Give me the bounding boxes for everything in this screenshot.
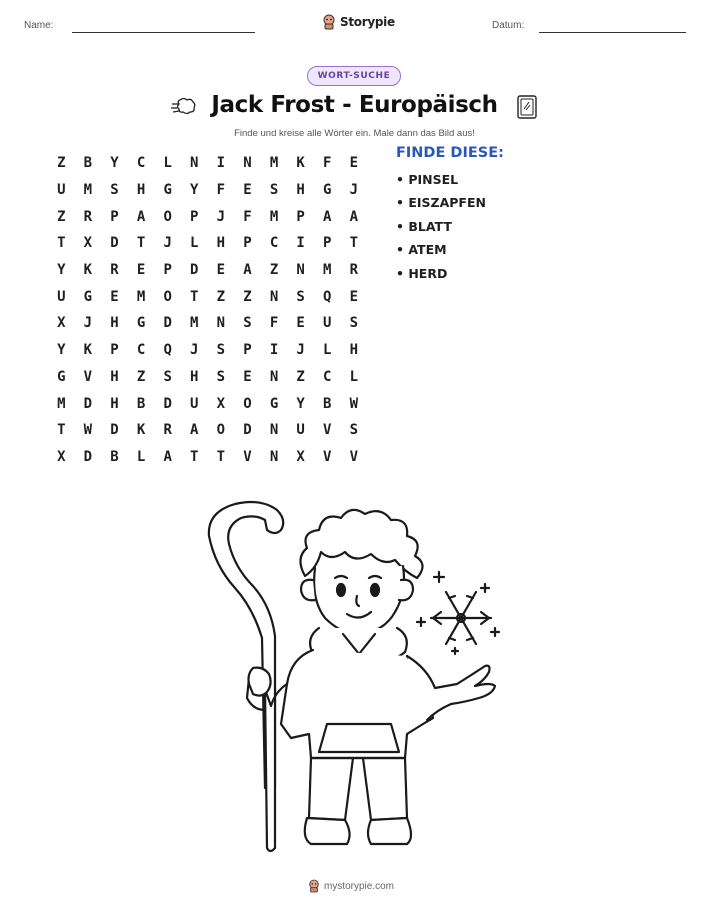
grid-letter[interactable]: Y [296, 395, 305, 412]
grid-letter[interactable]: R [349, 262, 359, 279]
grid-letter[interactable]: K [83, 262, 93, 279]
grid-row [48, 310, 367, 337]
grid-letter[interactable]: Q [323, 288, 332, 305]
grid-letter[interactable]: Z [57, 208, 66, 225]
grid-letter[interactable]: N [243, 155, 252, 172]
grid-letter[interactable]: U [57, 182, 66, 199]
grid-letter[interactable]: P [163, 262, 172, 279]
grid-letter[interactable]: K [136, 422, 146, 439]
grid-letter[interactable]: E [243, 182, 252, 199]
grid-row [48, 150, 367, 177]
grid-letter[interactable]: Y [57, 262, 66, 279]
grid-letter[interactable]: N [190, 155, 199, 172]
wordsearch-badge: WORT-SUCHE [307, 66, 401, 86]
grid-letter[interactable]: P [110, 208, 119, 225]
grid-letter[interactable]: O [163, 288, 172, 305]
grid-row [48, 230, 367, 257]
grid-letter[interactable]: H [136, 182, 146, 199]
grid-row [48, 283, 367, 310]
grid-letter[interactable]: E [216, 262, 226, 279]
mascot-logo-icon [322, 14, 336, 30]
grid-letter[interactable]: Z [57, 155, 66, 172]
grid-letter[interactable]: H [216, 235, 226, 252]
grid-letter[interactable]: T [57, 422, 66, 439]
grid-letter[interactable]: T [216, 448, 226, 465]
grid-letter[interactable]: N [269, 288, 279, 305]
grid-letter[interactable]: J [83, 315, 93, 332]
word-item: • HERD [396, 265, 448, 281]
grid-letter[interactable]: Z [296, 368, 305, 385]
grid-letter[interactable]: E [349, 288, 359, 305]
grid-letter[interactable]: M [190, 315, 199, 332]
grid-letter[interactable]: F [216, 182, 226, 199]
grid-letter[interactable]: H [190, 368, 199, 385]
grid-letter[interactable]: F [269, 315, 279, 332]
grid-letter[interactable]: E [110, 288, 119, 305]
grid-row [48, 444, 367, 471]
word-list-title: FINDE DIESE: [396, 145, 504, 161]
grid-letter[interactable]: D [163, 315, 172, 332]
footer-url: mystorypie.com [324, 880, 395, 892]
grid-letter[interactable]: G [323, 182, 332, 199]
word-item: • BLATT [396, 218, 452, 234]
grid-letter[interactable]: P [243, 342, 252, 359]
grid-letter[interactable]: N [269, 422, 279, 439]
grid-letter[interactable]: O [163, 208, 172, 225]
word-item: • EISZAPFEN [396, 195, 486, 211]
grid-letter[interactable]: I [296, 235, 305, 252]
word-item: • PINSEL [396, 172, 459, 187]
grid-letter[interactable]: Q [163, 342, 172, 359]
grid-letter[interactable]: H [349, 342, 359, 359]
grid-letter[interactable]: X [216, 395, 226, 412]
grid-letter[interactable]: U [296, 422, 305, 439]
grid-letter[interactable]: M [269, 208, 279, 225]
grid-letter[interactable]: S [110, 182, 119, 199]
mascot-logo-icon [308, 879, 320, 893]
grid-letter[interactable]: R [110, 262, 119, 279]
grid-letter[interactable]: J [296, 342, 305, 359]
grid-letter[interactable]: O [243, 395, 252, 412]
grid-letter[interactable]: V [83, 368, 93, 385]
grid-letter[interactable]: P [296, 208, 305, 225]
grid-letter[interactable]: T [57, 235, 66, 252]
grid-letter[interactable]: J [216, 208, 226, 225]
grid-letter[interactable]: H [110, 368, 119, 385]
grid-letter[interactable]: D [163, 395, 172, 412]
grid-letter[interactable]: X [57, 315, 66, 332]
letter-grid [48, 150, 367, 470]
jack-frost-coloring-illustration [195, 488, 515, 868]
grid-letter[interactable]: C [136, 342, 146, 359]
grid-letter[interactable]: D [110, 235, 119, 252]
word-list [396, 171, 486, 288]
grid-row [48, 417, 367, 444]
grid-letter[interactable]: X [296, 448, 305, 465]
grid-letter[interactable]: A [136, 208, 146, 225]
instructions: Finde und kreise alle Wörter ein. Male dann das Bild aus! [234, 128, 475, 139]
grid-letter[interactable]: G [83, 288, 93, 305]
grid-letter[interactable]: B [110, 448, 119, 465]
grid-letter[interactable]: T [136, 235, 146, 252]
grid-letter[interactable]: P [243, 235, 252, 252]
grid-letter[interactable]: E [243, 368, 252, 385]
grid-letter[interactable]: A [323, 208, 332, 225]
grid-letter[interactable]: E [349, 155, 359, 172]
grid-letter[interactable]: N [216, 315, 226, 332]
word-item: • ATEM [396, 242, 447, 258]
grid-letter[interactable]: S [163, 368, 172, 385]
grid-letter[interactable]: A [243, 262, 252, 279]
grid-letter[interactable]: M [136, 288, 146, 305]
grid-letter[interactable]: Z [216, 288, 226, 305]
grid-letter[interactable]: S [349, 422, 359, 439]
grid-letter[interactable]: D [83, 448, 93, 465]
grid-letter[interactable]: B [323, 395, 332, 412]
page-title: Jack Frost - Europäisch [211, 92, 498, 118]
grid-letter[interactable]: R [83, 208, 93, 225]
grid-letter[interactable]: C [269, 235, 279, 252]
grid-letter[interactable]: T [349, 235, 359, 252]
grid-letter[interactable]: S [216, 368, 226, 385]
grid-letter[interactable]: G [269, 395, 279, 412]
grid-letter[interactable]: P [323, 235, 332, 252]
name-line [72, 32, 255, 33]
grid-letter[interactable]: C [323, 368, 332, 385]
grid-letter[interactable]: R [163, 422, 172, 439]
grid-letter[interactable]: J [190, 342, 199, 359]
grid-letter[interactable]: D [110, 422, 119, 439]
grid-letter[interactable]: U [57, 288, 66, 305]
grid-row [48, 364, 367, 391]
grid-letter[interactable]: P [110, 342, 119, 359]
grid-letter[interactable]: T [190, 448, 199, 465]
grid-letter[interactable]: M [83, 182, 93, 199]
grid-letter[interactable]: Z [243, 288, 252, 305]
grid-letter[interactable]: H [110, 395, 119, 412]
grid-letter[interactable]: K [83, 342, 93, 359]
grid-letter[interactable]: M [269, 155, 279, 172]
grid-letter[interactable]: M [57, 395, 66, 412]
grid-letter[interactable]: D [190, 262, 199, 279]
grid-letter[interactable]: S [349, 315, 359, 332]
grid-letter[interactable]: E [296, 315, 305, 332]
grid-letter[interactable]: I [269, 342, 279, 359]
grid-letter[interactable]: E [136, 262, 146, 279]
grid-letter[interactable]: B [136, 395, 146, 412]
grid-letter[interactable]: S [216, 342, 226, 359]
grid-letter[interactable]: M [323, 262, 332, 279]
grid-letter[interactable]: L [323, 342, 332, 359]
grid-letter[interactable]: V [243, 448, 252, 465]
brand-logo [322, 14, 395, 30]
name-label: Name: [24, 20, 54, 31]
grid-letter[interactable]: N [269, 448, 279, 465]
grid-letter[interactable]: W [349, 395, 359, 412]
grid-row [48, 203, 367, 230]
grid-letter[interactable]: N [296, 262, 305, 279]
grid-row [48, 177, 367, 204]
grid-letter[interactable]: Z [269, 262, 279, 279]
footer [308, 879, 394, 893]
grid-letter[interactable]: U [323, 315, 332, 332]
grid-letter[interactable]: S [243, 315, 252, 332]
grid-letter[interactable]: G [163, 182, 172, 199]
brand-name: Storypie [340, 15, 395, 29]
grid-letter[interactable]: N [269, 368, 279, 385]
grid-letter[interactable]: G [57, 368, 66, 385]
grid-letter[interactable]: J [163, 235, 172, 252]
grid-row [48, 257, 367, 284]
grid-letter[interactable]: A [190, 422, 199, 439]
mirror-icon [516, 94, 538, 120]
grid-letter[interactable]: J [349, 182, 359, 199]
grid-letter[interactable]: L [349, 368, 359, 385]
grid-letter[interactable]: A [349, 208, 359, 225]
grid-letter[interactable]: X [57, 448, 66, 465]
grid-letter[interactable]: Z [136, 368, 146, 385]
grid-letter[interactable]: L [136, 448, 146, 465]
date-line [539, 32, 686, 33]
grid-letter[interactable]: W [83, 422, 93, 439]
grid-letter[interactable]: A [163, 448, 172, 465]
grid-letter[interactable]: Y [110, 155, 119, 172]
grid-letter[interactable]: L [163, 155, 172, 172]
grid-letter[interactable]: P [190, 208, 199, 225]
grid-letter[interactable]: D [83, 395, 93, 412]
grid-letter[interactable]: Y [190, 182, 199, 199]
grid-letter[interactable]: Y [57, 342, 66, 359]
grid-letter[interactable]: V [349, 448, 359, 465]
grid-letter[interactable]: F [243, 208, 252, 225]
grid-letter[interactable]: K [296, 155, 305, 172]
grid-letter[interactable]: O [216, 422, 226, 439]
date-label: Datum: [492, 20, 525, 31]
grid-letter[interactable]: C [136, 155, 146, 172]
grid-letter[interactable]: V [323, 422, 332, 439]
grid-letter[interactable]: H [296, 182, 305, 199]
grid-row [48, 390, 367, 417]
grid-letter[interactable]: B [83, 155, 93, 172]
grid-letter[interactable]: S [269, 182, 279, 199]
grid-row [48, 337, 367, 364]
grid-letter[interactable]: U [190, 395, 199, 412]
grid-letter[interactable]: D [243, 422, 252, 439]
grid-letter[interactable]: T [190, 288, 199, 305]
grid-letter[interactable]: L [190, 235, 199, 252]
grid-letter[interactable]: S [296, 288, 305, 305]
grid-letter[interactable]: V [323, 448, 332, 465]
grid-letter[interactable]: I [216, 155, 226, 172]
grid-letter[interactable]: H [110, 315, 119, 332]
grid-letter[interactable]: X [83, 235, 93, 252]
grid-letter[interactable]: G [136, 315, 146, 332]
grid-letter[interactable]: F [323, 155, 332, 172]
